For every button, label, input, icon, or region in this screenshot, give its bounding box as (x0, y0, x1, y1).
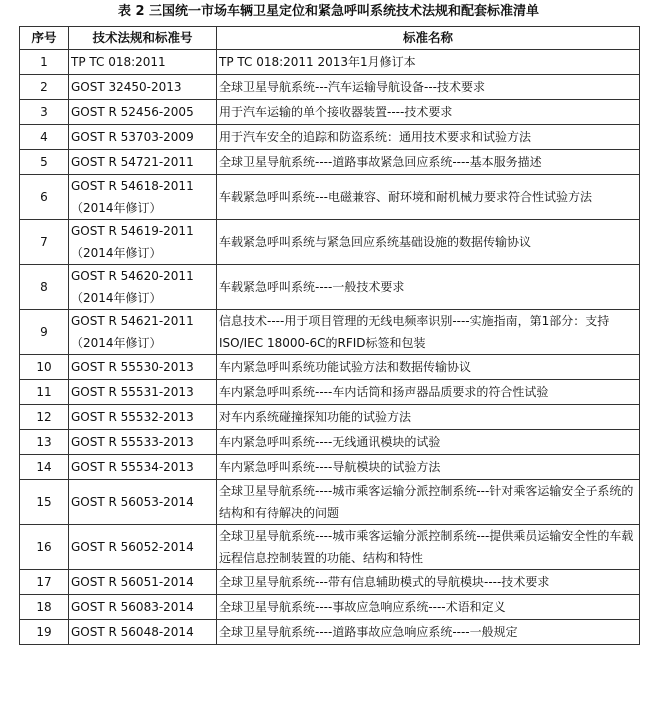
table-row (20, 50, 640, 75)
code-text: GOST R 56083-2014 (71, 600, 194, 614)
code-text: GOST R 54621-2011 (71, 314, 194, 328)
row-code (69, 480, 217, 525)
code-text: GOST R 53703-2009 (71, 130, 194, 144)
row-no: 19 (20, 620, 69, 645)
row-no: 9 (20, 310, 69, 355)
table-row (20, 525, 640, 570)
table-row (20, 380, 640, 405)
code-text: GOST 32450-2013 (71, 80, 182, 94)
row-no: 12 (20, 405, 69, 430)
standards-table (19, 26, 640, 645)
table-row (20, 455, 640, 480)
code-text: GOST R 52456-2005 (71, 105, 194, 119)
code-text: GOST R 54721-2011 (71, 155, 194, 169)
table-row (20, 220, 640, 265)
row-name: 用于汽车安全的追踪和防盗系统：通用技术要求和试验方法 (217, 125, 640, 150)
row-name: TP TC 018:2011 2013年1月修订本 (217, 50, 640, 75)
row-name: 车内紧急呼叫系统功能试验方法和数据传输协议 (217, 355, 640, 380)
row-name: 车内紧急呼叫系统----车内话筒和扬声器品质要求的符合性试验 (217, 380, 640, 405)
row-no: 17 (20, 570, 69, 595)
row-code (69, 620, 217, 645)
row-no: 13 (20, 430, 69, 455)
code-note: （2014年修订） (71, 246, 162, 260)
code-text: GOST R 56048-2014 (71, 625, 194, 639)
code-note: （2014年修订） (71, 291, 162, 305)
code-text: GOST R 54618-2011 (71, 179, 194, 193)
code-note: （2014年修订） (71, 201, 162, 215)
row-name: 全球卫星导航系统----事故应急响应系统----术语和定义 (217, 595, 640, 620)
row-no: 3 (20, 100, 69, 125)
table-header-row (20, 27, 640, 50)
table-row (20, 480, 640, 525)
row-name: 车载紧急呼叫系统----一般技术要求 (217, 265, 640, 310)
row-code (69, 380, 217, 405)
table-row (20, 595, 640, 620)
row-code (69, 430, 217, 455)
row-no: 15 (20, 480, 69, 525)
row-no: 7 (20, 220, 69, 265)
row-no: 6 (20, 175, 69, 220)
row-name: 全球卫星导航系统---带有信息辅助模式的导航模块----技术要求 (217, 570, 640, 595)
row-no: 1 (20, 50, 69, 75)
row-name: 用于汽车运输的单个接收器装置----技术要求 (217, 100, 640, 125)
row-name: 信息技术----用于项目管理的无线电频率识别----实施指南，第1部分：支持ISO/IEC 18000-6C的RFID标签和包装 (217, 310, 640, 355)
code-text: GOST R 56052-2014 (71, 540, 194, 554)
code-text: GOST R 55530-2013 (71, 360, 194, 374)
table-row (20, 175, 640, 220)
row-name: 全球卫星导航系统----城市乘客运输分派控制系统---针对乘客运输安全子系统的结构和有待解决的问题 (217, 480, 640, 525)
row-name: 全球卫星导航系统---汽车运输导航设备---技术要求 (217, 75, 640, 100)
code-text: GOST R 56053-2014 (71, 495, 194, 509)
row-code (69, 405, 217, 430)
code-text: GOST R 54619-2011 (71, 224, 194, 238)
row-code (69, 455, 217, 480)
row-name: 车内紧急呼叫系统----导航模块的试验方法 (217, 455, 640, 480)
row-name: 全球卫星导航系统----城市乘客运输分派控制系统---提供乘员运输安全性的车载远程信息控制装置的功能、结构和特性 (217, 525, 640, 570)
table-row (20, 405, 640, 430)
code-text: GOST R 55533-2013 (71, 435, 194, 449)
column-header-code: 技术法规和标准号 (69, 27, 217, 50)
row-code (69, 355, 217, 380)
code-text: GOST R 55532-2013 (71, 410, 194, 424)
row-no: 2 (20, 75, 69, 100)
row-no: 11 (20, 380, 69, 405)
row-no: 10 (20, 355, 69, 380)
table-row (20, 620, 640, 645)
row-no: 16 (20, 525, 69, 570)
code-text: GOST R 56051-2014 (71, 575, 194, 589)
row-code (69, 525, 217, 570)
row-name: 车载紧急呼叫系统与紧急回应系统基础设施的数据传输协议 (217, 220, 640, 265)
table-row (20, 150, 640, 175)
table-row (20, 310, 640, 355)
row-name: 车载紧急呼叫系统---电磁兼容、耐环境和耐机械力要求符合性试验方法 (217, 175, 640, 220)
row-name: 对车内系统碰撞探知功能的试验方法 (217, 405, 640, 430)
table-row (20, 100, 640, 125)
table-caption: 表 2 三国统一市场车辆卫星定位和紧急呼叫系统技术法规和配套标准清单 (117, 4, 540, 19)
row-code (69, 265, 217, 310)
table-row (20, 430, 640, 455)
row-name: 全球卫星导航系统----道路事故应急响应系统----一般规定 (217, 620, 640, 645)
code-text: TP TC 018:2011 (71, 55, 166, 69)
row-no: 5 (20, 150, 69, 175)
row-code (69, 175, 217, 220)
column-header-name: 标准名称 (217, 27, 640, 50)
row-name: 全球卫星导航系统----道路事故紧急回应系统----基本服务描述 (217, 150, 640, 175)
code-text: GOST R 54620-2011 (71, 269, 194, 283)
table-row (20, 570, 640, 595)
code-text: GOST R 55531-2013 (71, 385, 194, 399)
row-code (69, 125, 217, 150)
row-code (69, 595, 217, 620)
row-no: 8 (20, 265, 69, 310)
table-row (20, 125, 640, 150)
row-no: 4 (20, 125, 69, 150)
column-header-no: 序号 (20, 27, 69, 50)
row-code (69, 310, 217, 355)
row-code (69, 50, 217, 75)
table-row (20, 355, 640, 380)
row-name: 车内紧急呼叫系统----无线通讯模块的试验 (217, 430, 640, 455)
row-no: 18 (20, 595, 69, 620)
table-row (20, 75, 640, 100)
row-code (69, 100, 217, 125)
row-code (69, 150, 217, 175)
row-code (69, 75, 217, 100)
code-text: GOST R 55534-2013 (71, 460, 194, 474)
row-code (69, 570, 217, 595)
row-code (69, 220, 217, 265)
code-note: （2014年修订） (71, 336, 162, 350)
table-row (20, 265, 640, 310)
row-no: 14 (20, 455, 69, 480)
